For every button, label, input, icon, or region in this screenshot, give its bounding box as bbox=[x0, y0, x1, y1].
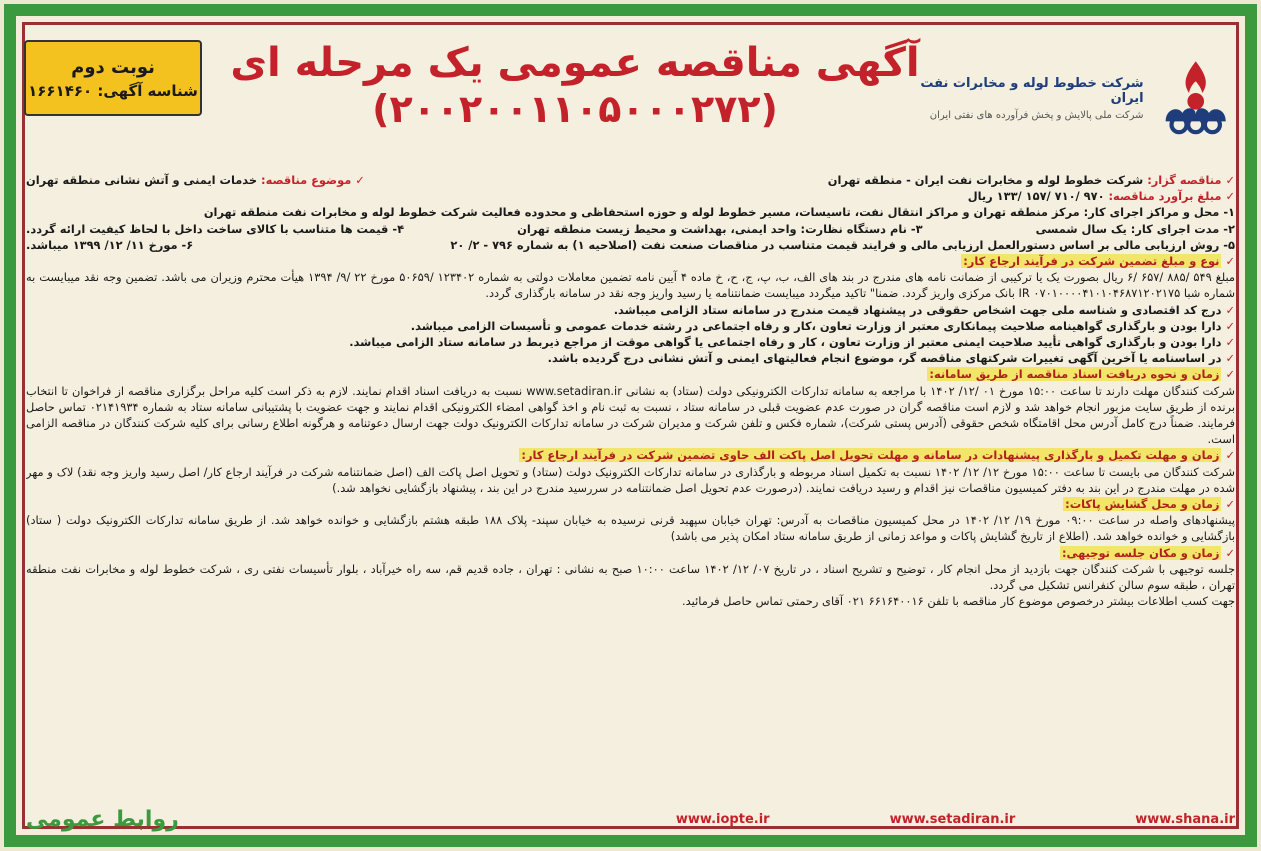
check-icon: ✓ bbox=[1225, 545, 1235, 560]
organizer-line: ✓مناقصه گزار: شرکت خطوط لوله و مخابرات نفت ایران - منطقه تهران bbox=[827, 173, 1235, 187]
item-evaluation: ۵- روش ارزیابی مالی بر اساس دستورالعمل ارزیابی مالی و فرایند قیمت متناسب در مناقصات صنعت نفت (اصلاحیه ۱) به شماره ۷۹۶ - ۲/ ۲۰ bbox=[450, 237, 1235, 252]
link-setadiran[interactable]: www.setadiran.ir bbox=[889, 811, 1016, 827]
upload-text: شرکت کنندگان می بایست تا ساعت ۱۵:۰۰ مورخ ۱۲/ ۱۲/ ۱۴۰۲ نسبت به تکمیل اسناد مربوطه و بارگذاری در سامانه تدارکات الکترونیک دولت (ستاد) و تحویل اصل پاکت الف (اصل ضمانتنامه شرکت در فرآیند ارجاع کار/ اصل رسید واریز وجه نقد) لاک و مهر شده در مهلت مندرج در این بند به دفتر کمیسیون مناقصات نیز اقدام و رسید دریافت نمایند. (درصورت عدم تحویل اصل ضمانتنامه در سررسید مندرج در این بند ، پیشنهاد بازگشایی نخواهد شد.) bbox=[26, 464, 1235, 495]
title-number: (۲۰۰۲۰۰۱۱۰۵۰۰۰۲۷۲) bbox=[372, 87, 778, 131]
opening-heading: ✓زمان و محل گشایش پاکات: bbox=[1065, 497, 1235, 512]
round-badge bbox=[24, 40, 202, 116]
title-main: آگهی مناقصه عمومی یک مرحله ای bbox=[230, 40, 920, 86]
public-relations-signature: روابط عمومی bbox=[26, 806, 179, 832]
requirement-4: ✓در اساسنامه یا آخرین آگهی تغییرات شرکتهای مناقصه گر، موضوع انجام فعالیتهای ایمنی و آتش نشانی درج گردیده باشد. bbox=[547, 351, 1235, 366]
header-row bbox=[26, 172, 1235, 188]
check-icon: ✓ bbox=[1225, 254, 1235, 269]
upload-heading: ✓زمان و مهلت تکمیل و بارگذاری پیشنهادات در سامانه و مهلت تحویل اصل پاکت الف حاوی تضمین شرکت در فرآیند ارجاع کار: bbox=[521, 448, 1235, 463]
subject-line: ✓موضوع مناقصه: خدمات ایمنی و آتش نشانی منطقه تهران bbox=[26, 173, 365, 187]
item-location: ۱- محل و مراکز اجرای کار: مرکز منطقه تهران و مراکز انتقال نفت، تاسیسات، مسیر خطوط لوله و حوزه استحفاظی و محدوده فعالیت شرکت خطوط لوله و مخابرات نفت منطقه تهران bbox=[203, 205, 1235, 220]
estimate-line: ✓مبلغ برآورد مناقصه: ۹۷۰ /۷۱۰ /۱۵۷ /۱۳۳ ریال bbox=[967, 189, 1235, 204]
check-icon: ✓ bbox=[1225, 318, 1235, 333]
item-duration-row bbox=[26, 221, 1235, 237]
check-icon: ✓ bbox=[1225, 302, 1235, 317]
check-icon: ✓ bbox=[1225, 335, 1235, 350]
requirement-2: ✓دارا بودن و بارگذاری گواهینامه صلاحیت پیمانکاری معتبر از وزارت تعاون ،کار و رفاه اجتماعی در رشته خدمات عمومی و تأسیسات الزامی میباشد. bbox=[410, 318, 1235, 333]
requirement-3: ✓دارا بودن و بارگذاری گواهی تأیید صلاحیت ایمنی معتبر از وزارت تعاون ، کار و رفاه اجتماعی یا گواهی موقت از مراجع ذیربط در سامانه ستاد الزامی میباشد. bbox=[349, 335, 1235, 350]
badge-round: نوبت دوم bbox=[71, 56, 155, 78]
check-icon: ✓ bbox=[1225, 367, 1235, 382]
check-icon: ✓ bbox=[1225, 497, 1235, 512]
check-icon: ✓ bbox=[355, 173, 365, 187]
logo-company-name: شرکت خطوط لوله و مخابرات نفت ایران bbox=[920, 75, 1144, 106]
footer-links bbox=[676, 812, 1235, 827]
badge-id: شناسه آگهی: ۱۶۶۱۴۶۰ bbox=[28, 81, 198, 100]
docs-heading: ✓زمان و نحوه دریافت اسناد مناقصه از طریق سامانه: bbox=[929, 367, 1235, 382]
briefing-heading: ✓زمان و مکان جلسه توجیهی: bbox=[1061, 545, 1235, 560]
item-evaluation-row bbox=[26, 237, 1235, 253]
item-evaluation-date: ۶- مورخ ۱۱/ ۱۲/ ۱۳۹۹ میباشد. bbox=[26, 237, 194, 252]
item-prices: ۴- قیمت ها متناسب با کالای ساخت داخل با لحاظ کیفیت ارائه گردد. bbox=[26, 221, 405, 236]
check-icon: ✓ bbox=[1225, 351, 1235, 366]
company-logo bbox=[917, 48, 1237, 148]
link-iopte[interactable]: www.iopte.ir bbox=[675, 811, 770, 827]
logo-text bbox=[917, 76, 1144, 121]
ad-title bbox=[230, 42, 920, 130]
contact-text: جهت کسب اطلاعات بیشتر درخصوص موضوع کار مناقصه با تلفن ۶۶۱۶۴۰۰۱۶ ۰۲۱ آقای رحمتی تماس حاصل فرمائید. bbox=[682, 594, 1235, 609]
logo-parent-company: شرکت ملی پالایش و پخش فرآورده های نفتی ایران bbox=[929, 109, 1144, 121]
briefing-text: جلسه توجیهی با شرکت کنندگان جهت بازدید از محل انجام کار ، توضیح و تشریح اسناد ، در تاریخ ۰۷/ ۱۲/ ۱۴۰۲ ساعت ۱۰:۰۰ صبح به نشانی : تهران ، جاده قدیم قم، سه راه خیرآباد ، بلوار تأسیسات نفتی ری ، شرکت خطوط لوله و مخابرات نفت منطقه تهران ، طبقه سوم سالن کنفرانس تشکیل می گردد. bbox=[26, 561, 1235, 593]
ad-footer bbox=[26, 801, 1235, 837]
opening-text: پیشنهادهای واصله در ساعت ۰۹:۰۰ مورخ ۱۹/ ۱۲/ ۱۴۰۲ در محل کمیسیون مناقصات به آدرس: تهران خیابان سپهبد قرنی نرسیده به خیابان سپند- پلاک ۱۸۸ طبقه هشتم بازگشایی و خوانده خواهد شد. از طریق سامانه تدارکات الکترونیک دولت ( ستاد) بازگشایی و خوانده خواهد شد. (اطلاع از تاریخ گشایش پاکات و مواعد زمانی از طریق سامانه ستاد امکان پذیر می باشد) bbox=[26, 513, 1235, 544]
check-icon: ✓ bbox=[1225, 189, 1235, 204]
docs-text: شرکت کنندگان مهلت دارند تا ساعت ۱۵:۰۰ مورخ ۰۱ /۱۲/ ۱۴۰۲ با مراجعه به سامانه تدارکات الکترونیکی دولت (ستاد) به نشانی www.setadiran.ir نسبت به دریافت اسناد اقدام نمایند. لازم به ذکر است کلیه مراحل برگزاری مناقصه از فراخوان تا انتخاب برنده از طریق سایت مزبور انجام خواهد شد و لازم است مناقصه گران در صورت عدم عضویت قبلی در سامانه ستاد ، نسبت به ثبت نام و اخذ گواهی امضاء الکترونیکی اقدام نمایند و جهت عضویت با پشتیبانی سامانه ستاد به شماره ۰۲۱۴۱۹۳۴ تماس حاصل فرمایند. ضمناً درج کامل آدرس محل اقامتگاه شخص حقوقی (آدرس پستی شرکت)، شماره فکس و تلفن شرکت و مدیران شرکت در سامانه تدارکات الکترونیک دولت جهت ارسال دعوتنامه و هرگونه اطلاع رسانی برای کلیه شرکت کنندگان در مناقصه الزامی است. bbox=[26, 383, 1235, 447]
check-icon: ✓ bbox=[1225, 173, 1235, 187]
check-icon: ✓ bbox=[1225, 448, 1235, 463]
ad-body bbox=[26, 172, 1235, 785]
flame-logo-icon bbox=[1154, 50, 1237, 146]
item-duration: ۲- مدت اجرای کار: یک سال شمسی bbox=[1035, 221, 1235, 236]
requirement-1: ✓درج کد اقتصادی و شناسه ملی جهت اشخاص حقوقی در پیشنهاد قیمت مندرج در سامانه ستاد الزامی میباشد. bbox=[613, 302, 1235, 317]
guarantee-text: مبلغ ۵۴۹ /۸۸۵ /۶۵۷ /۶ ریال بصورت یک یا ترکیبی از ضمانت نامه های مندرج در بند های الف، ب، پ، ج، ح، خ ماده ۴ آیین نامه تضمین معاملات دولتی به شماره ۱۲۳۴۰۲ /۵۰۶۵۹ مورخ ۲۲ /۹/ ۱۳۹۴ هیأت محترم وزیران می باشد. تضمین وجه نقد میبایست به شماره شبا IR ۰۷۰۱۰۰۰۰۴۱۰۱۰۴۶۸۷۱۲۰۲۱۷۵ بانک مرکزی واریز گردد. ضمنا" تاکید میگردد میبایست ضمانتنامه یا رسید واریز وجه نقد در سامانه بارگذاری گردد. bbox=[26, 270, 1235, 301]
link-shana[interactable]: www.shana.ir bbox=[1135, 811, 1235, 827]
guarantee-heading: ✓نوع و مبلغ تضمین شرکت در فرآیند ارجاع کار: bbox=[963, 254, 1235, 269]
item-supervisor: ۳- نام دستگاه نظارت: واحد ایمنی، بهداشت و محیط زیست منطقه تهران bbox=[517, 221, 923, 236]
